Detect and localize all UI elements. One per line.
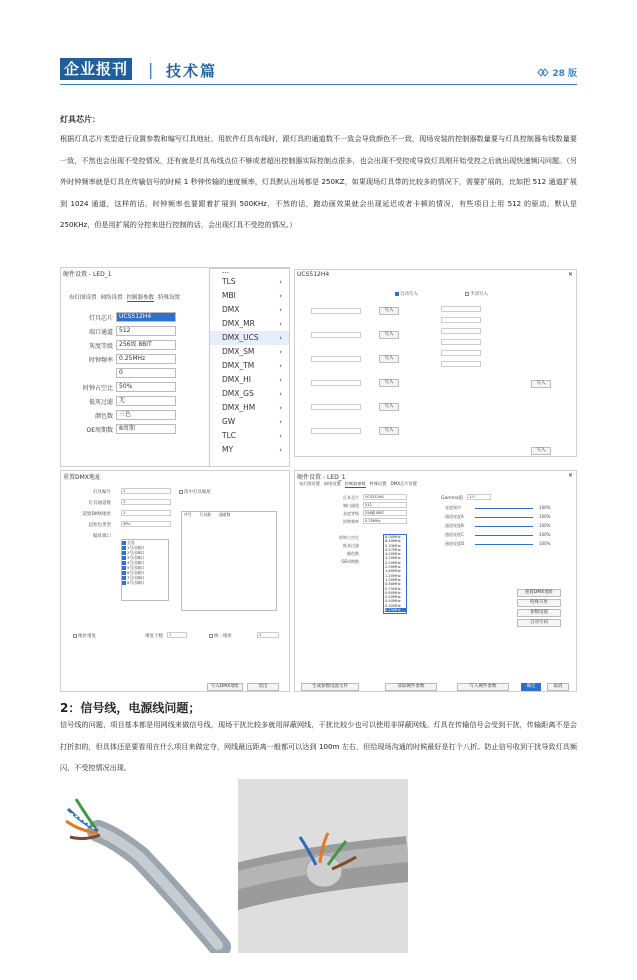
cable-photo-left bbox=[60, 779, 232, 953]
chevron-right-icon: › bbox=[279, 446, 282, 454]
field-value[interactable]: 512 bbox=[116, 326, 176, 336]
field-label: OE周期数 bbox=[86, 426, 113, 434]
slider-track[interactable] bbox=[475, 535, 533, 536]
col-index: 序号 bbox=[184, 512, 192, 517]
chevron-right-icon: › bbox=[279, 334, 282, 342]
field-row bbox=[65, 368, 176, 378]
slider-track[interactable] bbox=[475, 544, 533, 545]
frequency-option[interactable]: 0.75MHz bbox=[385, 586, 401, 591]
field-value[interactable]: 1 bbox=[121, 488, 171, 494]
menu-item-chip[interactable] bbox=[210, 443, 290, 457]
option-select[interactable] bbox=[441, 317, 481, 323]
footer-button[interactable]: 写入硬件参数 bbox=[457, 683, 509, 691]
write-button[interactable]: 写入 bbox=[379, 307, 399, 315]
write-button[interactable]: 写入 bbox=[379, 427, 399, 435]
section-heading: 2：信号线，电源线问题； bbox=[60, 701, 201, 715]
menu-item-label: GW bbox=[222, 417, 236, 426]
field-label: 起始DMX地址 bbox=[82, 512, 111, 517]
side-action-button[interactable]: 特殊写址 bbox=[517, 599, 561, 607]
slider-label: 通道亮度B bbox=[445, 523, 464, 528]
slider-label: 通道亮度C bbox=[445, 532, 464, 537]
window-title: 硬件设置 - LED_1 bbox=[297, 474, 346, 481]
field-value[interactable]: 256级 8BIT bbox=[363, 510, 407, 516]
port-label: 1号出端口 bbox=[127, 545, 145, 550]
window-title: UCS512H4 bbox=[297, 271, 330, 278]
write-button[interactable]: 写入 bbox=[379, 379, 399, 387]
port-label: 5号出端口 bbox=[127, 565, 145, 570]
field-label: 颜色数 bbox=[94, 412, 113, 420]
field-row bbox=[65, 396, 176, 406]
diamond-logo-icon bbox=[537, 68, 549, 77]
software-screenshot bbox=[60, 267, 577, 692]
tab-controller[interactable]: 控制器参数 bbox=[126, 295, 155, 301]
tab-network[interactable]: 网络设置 bbox=[323, 481, 341, 486]
section-paragraph-2: 信号线的问题，项目基本都是用网线来做信号线，现场干扰比较多就用屏蔽网线，干扰比较少也可以使用非屏蔽网线。灯具在传输信号会受到干扰，传输距离不是会打折扣的，但具体还是要看用在什么项目来做定夺，网线最远距离一般都可以达到 100m 左右，但给现场沟通的时候最好是打个八折。防止信号收到干扰导致灯具频闪，不受控情况出现。 bbox=[60, 720, 577, 772]
same-address-field[interactable]: 1 bbox=[257, 632, 279, 638]
tab-dmx[interactable]: DMX芯片设置 bbox=[390, 481, 417, 486]
tab-network[interactable]: 网络设置 bbox=[100, 295, 123, 301]
same-address-check[interactable]: 统一地址 bbox=[209, 633, 232, 639]
menu-item-chip[interactable] bbox=[210, 415, 290, 429]
field-value[interactable]: 8周期 bbox=[116, 424, 176, 434]
chip-type-menu bbox=[209, 268, 290, 467]
field-label: 灯具芯片 bbox=[88, 314, 113, 322]
page-header bbox=[60, 56, 577, 84]
chevron-right-icon: › bbox=[279, 278, 282, 286]
checkbox-icon bbox=[73, 634, 77, 638]
field-value[interactable]: 0.25MHz bbox=[116, 354, 176, 364]
option-select[interactable] bbox=[311, 380, 361, 386]
frequency-option[interactable]: 0.32MHz bbox=[385, 603, 401, 608]
field-label: OE周期数 bbox=[341, 559, 359, 564]
footer-button[interactable]: 取消 bbox=[547, 683, 569, 691]
cable-photo-right bbox=[238, 779, 408, 953]
checkbox-checked-icon bbox=[122, 581, 126, 585]
slider-label: 通道亮度A bbox=[445, 514, 464, 519]
settings-tabs bbox=[299, 481, 417, 488]
write-button[interactable]: 写入 bbox=[379, 331, 399, 339]
menu-item-chip[interactable] bbox=[210, 331, 290, 345]
chevron-right-icon: › bbox=[279, 432, 282, 440]
window-title: 硬件设置 - LED_1 bbox=[63, 271, 112, 278]
menu-item-label: DMX_TM bbox=[222, 361, 255, 370]
field-label: 端口通道 bbox=[88, 328, 113, 336]
option-select[interactable] bbox=[441, 328, 481, 334]
frequency-option[interactable]: 4.00MHz bbox=[385, 552, 401, 557]
col-channels: 通道数 bbox=[218, 512, 231, 517]
menu-item-chip[interactable] bbox=[210, 429, 290, 443]
slider-label: 亮度调节 bbox=[445, 505, 461, 510]
exit-button[interactable]: 退出 bbox=[247, 683, 279, 691]
repeat-address-check[interactable]: 地址重复 bbox=[73, 633, 96, 639]
hardware-settings-window-2 bbox=[294, 470, 577, 692]
frequency-option[interactable]: 0.25MHz bbox=[385, 608, 406, 612]
field-label: 编址端口 bbox=[93, 534, 111, 539]
chevron-right-icon: › bbox=[279, 390, 282, 398]
select-lamp-check[interactable]: 选中灯具编址 bbox=[179, 489, 211, 495]
field-value[interactable]: UCS512H4 bbox=[363, 494, 407, 500]
field-value[interactable]: 3 bbox=[121, 499, 171, 505]
field-label: 灯具编号 bbox=[93, 490, 111, 495]
frequency-option[interactable]: 0.50MHz bbox=[385, 595, 401, 600]
repeat-count-field[interactable]: 1 bbox=[167, 632, 187, 638]
section-name: 技术篇 bbox=[166, 62, 218, 80]
menu-item-label: TLS bbox=[222, 277, 236, 286]
reset-dmx-window bbox=[60, 470, 290, 692]
field-label: 端口通道 bbox=[343, 503, 359, 508]
write-dmx-button[interactable]: 写入DMX地址 bbox=[207, 683, 243, 691]
header-separator: | bbox=[148, 60, 154, 79]
field-label: 低灰过滤 bbox=[88, 398, 113, 406]
field-label: 起始包类型 bbox=[88, 523, 111, 528]
chevron-right-icon: › bbox=[279, 362, 282, 370]
shielded-cable-image bbox=[238, 779, 408, 953]
frequency-option[interactable]: 2.00MHz bbox=[385, 565, 401, 570]
frequency-option[interactable]: 0.80MHz bbox=[385, 582, 401, 587]
page-number bbox=[537, 66, 577, 79]
frequency-option[interactable]: 0.60MHz bbox=[385, 590, 401, 595]
slider-value: 100% bbox=[539, 514, 551, 519]
menu-item-label: DMX_SM bbox=[222, 347, 255, 356]
write-button[interactable]: 写入 bbox=[531, 447, 551, 455]
address-table[interactable] bbox=[181, 511, 277, 611]
clock-frequency-list[interactable] bbox=[383, 534, 407, 614]
page-number-text: 28 版 bbox=[552, 69, 577, 79]
frequency-option[interactable]: 1.60MHz bbox=[385, 569, 401, 574]
chevron-right-icon: › bbox=[279, 348, 282, 356]
radio-on-icon bbox=[395, 292, 399, 296]
option-select[interactable] bbox=[441, 339, 481, 345]
chevron-right-icon: › bbox=[279, 404, 282, 412]
close-icon[interactable]: ✕ bbox=[567, 271, 573, 278]
auto-write-radio[interactable]: 自动写入 bbox=[395, 291, 418, 297]
frequency-option[interactable]: 0.40MHz bbox=[385, 599, 401, 604]
section-title: 灯具芯片： bbox=[60, 115, 100, 124]
section-paragraph: 根据灯具芯片类型进行设置参数和编写灯具地址，用软件灯具布线时，跟灯具的通道数不一致会导致颜色不一致，现场安装的控制器数量要与灯具控制器布线数量要一致，不然也会出现不受控情况，还有就是灯具布线点位不够或者超出控制器实际控制点很多，也会出现不受控或导致灯具刚开始受控之后就出现快速频闪问题。（另外时钟频率就是灯具在传输信号的时候 1 秒钟传输的速度频率，灯具默认出场都是 250KZ，如果现场灯具带的比较多的情况下，需要扩展的，比如把 512 通道扩展到 1024 通道，这样的话，时钟频率也要跟着扩展到 500KHz，不然的话，跑动画效果就会出现延迟或者卡顿的情况，有些项目上用 512 的驱动，默认是 250KHz，但是用扩展的分控来进行控制的话，会出现灯具不受控的情况。） bbox=[60, 134, 577, 229]
slider-value: 100% bbox=[539, 523, 551, 528]
write-button[interactable]: 写入 bbox=[531, 380, 551, 388]
menu-item-chip[interactable] bbox=[210, 359, 290, 373]
manual-write-radio[interactable]: 手动写入 bbox=[465, 291, 488, 297]
chevron-right-icon: › bbox=[279, 306, 282, 314]
frequency-option[interactable]: 5.33MHz bbox=[385, 543, 401, 548]
slider-label: 通道亮度D bbox=[445, 541, 465, 546]
port-label: 7号出端口 bbox=[127, 575, 145, 580]
settings-tabs bbox=[69, 293, 180, 302]
field-value[interactable]: 无 bbox=[116, 396, 176, 406]
frequency-option[interactable]: 3.20MHz bbox=[385, 556, 401, 561]
slider-value: 100% bbox=[539, 541, 551, 546]
col-lamps: 灯具数 bbox=[199, 512, 211, 517]
gamma-label: Gamma值 bbox=[441, 496, 464, 501]
frequency-option[interactable]: 2.50MHz bbox=[385, 560, 401, 565]
menu-item-label: TLC bbox=[222, 431, 236, 440]
frequency-option[interactable]: 8.00MHz bbox=[385, 535, 401, 539]
option-select[interactable] bbox=[441, 306, 481, 312]
field-label: 灯具芯片 bbox=[343, 495, 359, 500]
menu-item-label: DMX bbox=[222, 305, 240, 314]
chevron-right-icon: › bbox=[279, 320, 282, 328]
side-action-button[interactable]: 参数设置 bbox=[517, 609, 561, 617]
option-select[interactable] bbox=[311, 308, 361, 314]
close-icon[interactable]: ✕ bbox=[567, 472, 573, 479]
menu-item-chip[interactable] bbox=[210, 387, 290, 401]
field-row bbox=[65, 326, 176, 336]
menu-item-label: MY bbox=[222, 445, 234, 454]
field-label: 时钟频率 bbox=[88, 356, 113, 364]
port-label: 6号出端口 bbox=[127, 570, 145, 575]
field-label: 低灰过滤 bbox=[343, 543, 359, 548]
gamma-field[interactable]: 1.0 bbox=[467, 494, 491, 500]
slider-track[interactable] bbox=[475, 508, 533, 509]
tab-special[interactable]: 特殊设置 bbox=[158, 295, 181, 301]
menu-item-label: DMX_HI bbox=[222, 375, 251, 384]
hardware-settings-window bbox=[60, 267, 290, 467]
frequency-option[interactable]: 4.57MHz bbox=[385, 547, 401, 552]
menu-item-label: DMX_GS bbox=[222, 389, 254, 398]
field-row bbox=[65, 354, 176, 364]
field-row bbox=[65, 410, 176, 420]
option-select[interactable] bbox=[441, 350, 481, 356]
field-value[interactable]: 三色 bbox=[116, 410, 176, 420]
port-label: 3号出端口 bbox=[127, 555, 145, 560]
menu-item-chip[interactable] bbox=[210, 275, 290, 289]
chevron-right-icon: › bbox=[279, 376, 282, 384]
field-label: 灯具通道数 bbox=[88, 501, 111, 506]
menu-item-chip[interactable] bbox=[210, 373, 290, 387]
field-value[interactable]: 1 bbox=[121, 510, 171, 516]
tab-controller[interactable]: 控制器参数 bbox=[344, 481, 366, 486]
side-action-button[interactable]: 重置DMX地址 bbox=[517, 589, 561, 597]
port-label: 8号出端口 bbox=[127, 580, 145, 585]
chevron-right-icon: › bbox=[279, 418, 282, 426]
menu-item-chip[interactable] bbox=[210, 289, 290, 303]
menu-item-chip[interactable] bbox=[210, 317, 290, 331]
write-button[interactable]: 写入 bbox=[379, 403, 399, 411]
option-select[interactable] bbox=[311, 428, 361, 434]
footer-button[interactable]: 确定 bbox=[521, 683, 541, 691]
publication-logo: 企业报刊 bbox=[60, 58, 132, 80]
frequency-option[interactable]: 6.40MHz bbox=[385, 539, 401, 544]
port-label: 4号出端口 bbox=[127, 560, 145, 565]
menu-item-label: MBI bbox=[222, 291, 236, 300]
checkbox-icon bbox=[179, 490, 183, 494]
field-value[interactable]: SPin bbox=[121, 521, 171, 527]
field-label: 时钟频率 bbox=[343, 519, 359, 524]
field-value[interactable]: 0.25MHz bbox=[363, 518, 407, 524]
cable-image bbox=[60, 779, 232, 953]
field-label: 时钟占空比 bbox=[82, 384, 113, 392]
option-select[interactable] bbox=[311, 404, 361, 410]
field-row bbox=[65, 312, 176, 322]
option-select[interactable] bbox=[311, 332, 361, 338]
menu-item-chip[interactable] bbox=[210, 401, 290, 415]
port-label: 2号出端口 bbox=[127, 550, 145, 555]
ports-list[interactable] bbox=[121, 539, 169, 601]
menu-item-label: DMX_MR bbox=[222, 319, 255, 328]
field-label: 颜色数 bbox=[347, 551, 359, 556]
slider-value: 100% bbox=[539, 532, 551, 537]
checkbox-icon bbox=[209, 634, 213, 638]
tab-layout[interactable]: 布灯图设置 bbox=[299, 481, 320, 486]
footer-button[interactable]: 读取硬件参数 bbox=[385, 683, 437, 691]
field-row bbox=[65, 382, 176, 392]
header-rule bbox=[60, 84, 577, 85]
option-select[interactable] bbox=[311, 356, 361, 362]
side-action-button[interactable]: 自动写码 bbox=[517, 619, 561, 627]
chip-config-window bbox=[294, 269, 577, 457]
field-value[interactable]: 50% bbox=[116, 382, 176, 392]
field-label: 时钟占空比 bbox=[339, 535, 359, 540]
menu-item-chip[interactable] bbox=[210, 303, 290, 317]
field-row bbox=[65, 424, 176, 434]
field-value[interactable]: 256级 8BIT bbox=[116, 340, 176, 350]
field-value[interactable]: 512 bbox=[363, 502, 407, 508]
tab-special[interactable]: 特殊设置 bbox=[369, 481, 387, 486]
write-button[interactable]: 写入 bbox=[379, 355, 399, 363]
window-title: 重置DMX地址 bbox=[63, 474, 101, 481]
field-label: 灰度等级 bbox=[88, 342, 113, 350]
frequency-option[interactable]: 1.20MHz bbox=[385, 573, 401, 578]
slider-track[interactable] bbox=[475, 526, 533, 527]
menu-item-label: DMX_UCS bbox=[222, 333, 259, 342]
tab-layout[interactable]: 布灯图设置 bbox=[69, 295, 97, 301]
chevron-right-icon: › bbox=[279, 292, 282, 300]
field-label: 灰度等级 bbox=[343, 511, 359, 516]
field-value[interactable]: 0 bbox=[116, 368, 176, 378]
frequency-option[interactable]: 1.00MHz bbox=[385, 577, 401, 582]
menu-item-chip[interactable] bbox=[210, 345, 290, 359]
slider-value: 100% bbox=[539, 505, 551, 510]
port-item[interactable] bbox=[122, 580, 168, 585]
menu-item-more: ... bbox=[222, 267, 230, 275]
field-value[interactable]: UCS512H4 bbox=[116, 312, 176, 322]
radio-off-icon bbox=[465, 292, 469, 296]
menu-item-label: DMX_HM bbox=[222, 403, 256, 412]
footer-button[interactable]: 生成参数设置文件 bbox=[301, 683, 359, 691]
port-label: 全选 bbox=[127, 540, 135, 545]
slider-track[interactable] bbox=[475, 517, 533, 518]
field-row bbox=[65, 340, 176, 350]
option-select[interactable] bbox=[441, 361, 481, 367]
repeat-count-label: 重复个数 bbox=[145, 634, 163, 639]
